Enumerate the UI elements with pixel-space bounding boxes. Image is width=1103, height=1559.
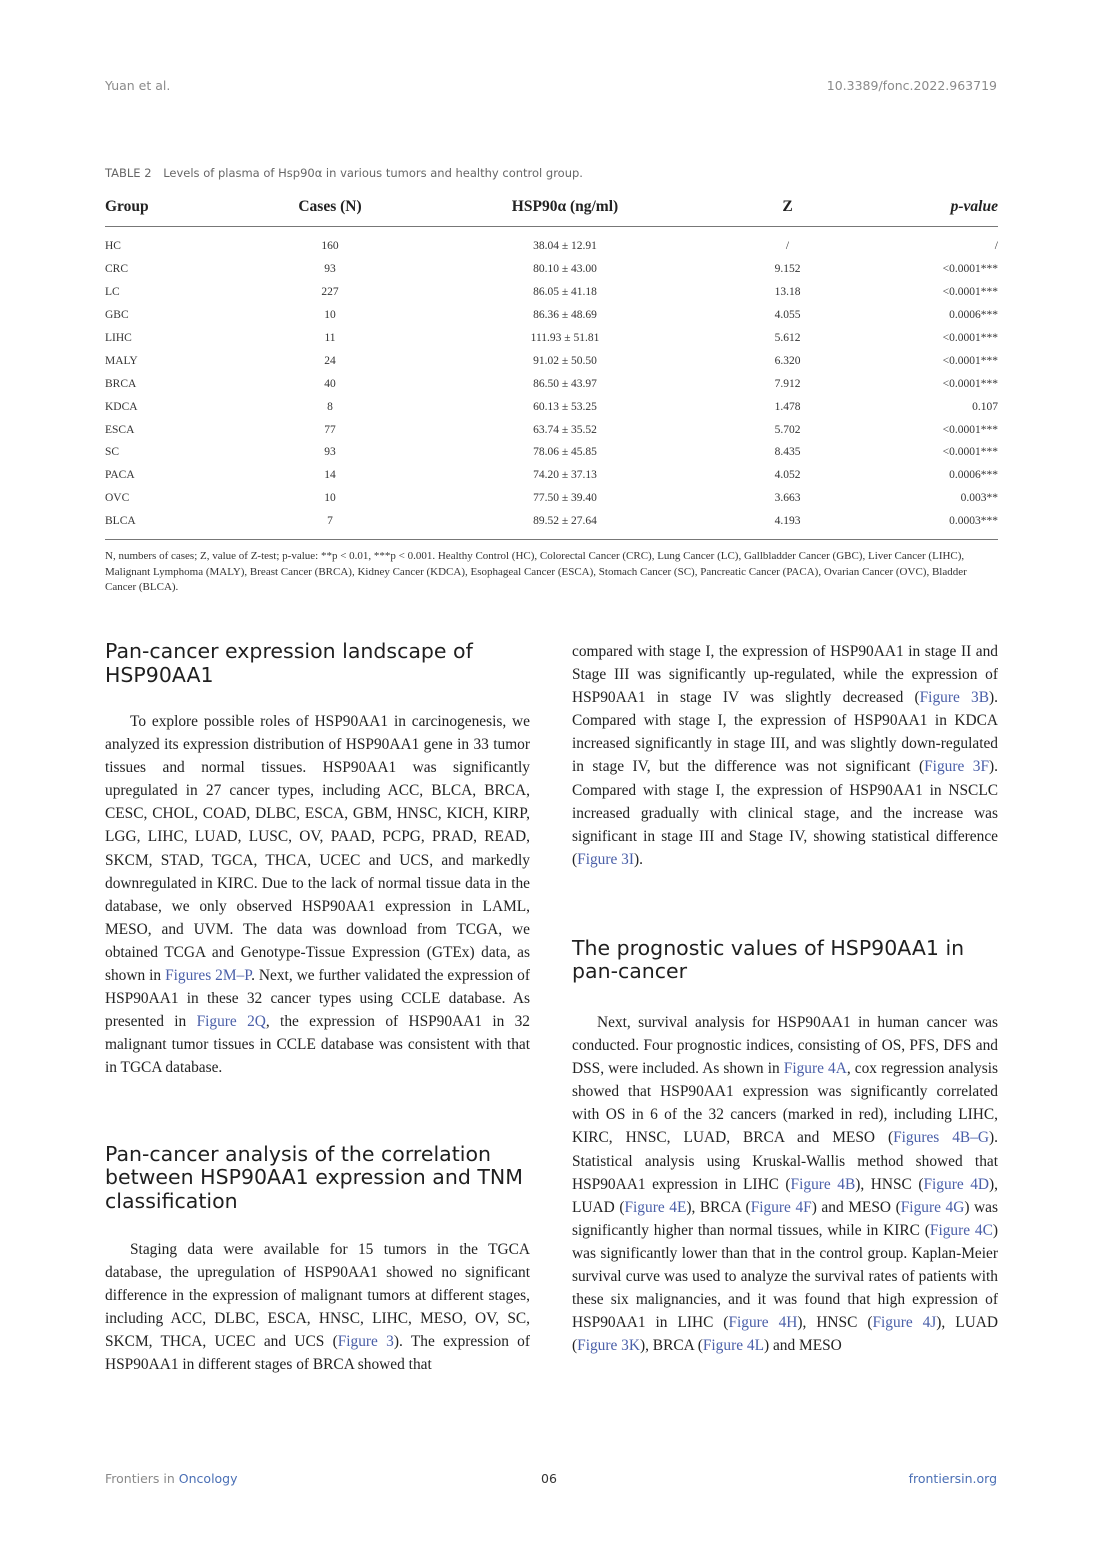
cell-group: KDCA (105, 400, 138, 413)
cell-z: 3.663 (774, 492, 801, 505)
footer-journal-prefix: Frontiers in (105, 1471, 179, 1486)
cell-z: 6.320 (774, 354, 801, 367)
table-row (105, 395, 998, 418)
cell-cases: 77 (324, 423, 336, 436)
cell-cases: 14 (324, 469, 336, 482)
cell-group: BRCA (105, 377, 137, 390)
cell-cases: 93 (324, 446, 336, 459)
cell-hsp90: 111.93 ± 51.81 (530, 332, 600, 344)
figure-link[interactable]: Figure 4F (750, 1198, 812, 1216)
paragraph-text: Next, survival analysis for HSP90AA1 in human cancer was conducted. Four prognostic indices, consisting of OS, PFS, DFS and DSS, were included. As shown in (572, 1013, 998, 1078)
paragraph-text: ). Statistical analysis using Kruskal-Wallis method showed that HSP90AA1 expression in LIHC ( (572, 1129, 998, 1193)
paragraph-text: , the expression of HSP90AA1 in 32 malignant tumor tissues in CCLE database was consistent with that in TGCA database. (105, 1013, 530, 1077)
cell-z: 7.912 (774, 377, 801, 390)
cell-pvalue: 0.003** (960, 492, 998, 505)
cell-hsp90: 38.04 ± 12.91 (533, 240, 597, 253)
paragraph-text: ), LUAD ( (572, 1175, 998, 1216)
cell-hsp90: 86.05 ± 41.18 (533, 286, 597, 299)
table-row (105, 372, 998, 395)
figure-link[interactable]: Figure 4E (624, 1198, 687, 1216)
cell-pvalue: / (994, 240, 998, 253)
figure-link[interactable]: Figure 3F (924, 758, 990, 776)
cell-group: SC (105, 446, 120, 459)
paragraph-stage-continuation (572, 640, 998, 871)
table-row (105, 281, 998, 304)
table-caption-label: TABLE 2 (105, 166, 152, 180)
cell-pvalue: 0.0003*** (860, 510, 998, 539)
cell-hsp90: 77.50 ± 39.40 (533, 492, 597, 505)
paragraph-text: ) and MESO ( (811, 1198, 901, 1216)
cell-hsp90: 80.10 ± 43.00 (533, 263, 597, 276)
footer-journal (105, 1471, 238, 1486)
cell-pvalue: 0.0006*** (949, 469, 998, 482)
paragraph-prognostic-values (572, 1011, 998, 1357)
hsp90-levels-table (105, 192, 998, 540)
table-body (105, 227, 998, 540)
table-row (105, 258, 998, 281)
figure-link[interactable]: Figure 2Q (196, 1013, 266, 1031)
table-row (105, 227, 998, 258)
paragraph-text: ). Compared with stage I, the expression of HSP90AA1 in KDCA increased significantly in stage III, and was slightly down-regulated in stage IV, but the difference was not significant ( (572, 689, 998, 776)
cell-pvalue: <0.0001*** (942, 263, 998, 276)
paragraph-text: ). (634, 850, 643, 868)
figure-link[interactable]: Figure 3I (577, 850, 634, 868)
cell-pvalue: <0.0001*** (942, 423, 998, 436)
paragraph-tnm-classification (105, 1238, 530, 1377)
figure-link[interactable]: Figure 4H (728, 1314, 798, 1332)
figure-link[interactable]: Figures 4B–G (893, 1129, 990, 1147)
paragraph-text: ), HNSC ( (855, 1175, 924, 1193)
cell-group: LC (105, 286, 120, 299)
cell-group: LIHC (105, 332, 132, 344)
cell-hsp90: 78.06 ± 45.85 (533, 446, 597, 459)
cell-hsp90: 91.02 ± 50.50 (533, 354, 597, 367)
paragraph-text: To explore possible roles of HSP90AA1 in carcinogenesis, we analyzed its expression distribution of HSP90AA1 gene in 33 tumor tissues and normal tissues. HSP90AA1 was significantly upregulated in 27 cancer types, including ACC, BLCA, BRCA, CESC, CHOL, COAD, DLBC, ESCA, GBM, HNSC, KICH, KIRP, LGG, LIHC, LUAD, LUSC, OV, PAAD, PCPG, PRAD, READ, SKCM, STAD, TGCA, THCA, UCEC and UCS, and markedly downregulated in KIRC. Due to the lack of normal tissue data in the database, we only observed HSP90AA1 expression in LAML, MESO, and UVM. The data was download from TCGA, we obtained TCGA and Genotype-Tissue Expression (GTEx) data, as shown in (105, 713, 530, 985)
table-footnote: N, numbers of cases; Z, value of Z-test; p-value: **p < 0.01, ***p < 0.001. Healthy Control (HC), Colorectal Cancer (CRC), Lung Cancer (LC), Gallbladder Cancer (GBC), Liver Cancer (LIHC), Malignant Lymphoma (MALY), Breast Cancer (BRCA), Kidney Cancer (KDCA), Esophageal Cancer (ESCA), Stomach Cancer (SC), Pancreatic Cancer (PACA), Ovarian Cancer (OVC), Bladder Cancer (BLCA). (105, 550, 967, 593)
paragraph-text: ). The expression of HSP90AA1 in different stages of BRCA showed that (105, 1333, 530, 1374)
section-title-expression-landscape: Pan-cancer expression landscape of HSP90AA1 (105, 639, 473, 687)
cell-z: / (785, 240, 790, 253)
left-text-column (105, 640, 530, 1377)
page-number: 06 (541, 1471, 557, 1486)
cell-group: ESCA (105, 423, 135, 436)
paragraph-text: ), LUAD ( (572, 1314, 998, 1355)
cell-cases: 93 (324, 263, 336, 276)
paragraph-text: ) was significantly higher than normal tissues, while in KIRC ( (572, 1198, 998, 1239)
cell-pvalue: <0.0001*** (942, 446, 998, 459)
table-row (105, 441, 998, 464)
figure-link[interactable]: Figure 4J (872, 1314, 937, 1332)
figure-link[interactable]: Figure 4G (900, 1198, 965, 1216)
column-header-hsp90: HSP90α (ng/ml) (415, 192, 715, 227)
section-title-prognostic-values: The prognostic values of HSP90AA1 in pan-cancer (572, 935, 965, 984)
paragraph-text: compared with stage I, the expression of HSP90AA1 in stage II and Stage III was significantly up-regulated, while the expression of HSP90AA1 in stage IV was slightly decreased ( (572, 643, 998, 707)
table-row (105, 487, 998, 510)
cell-cases: 24 (324, 354, 336, 367)
cell-z: 1.478 (774, 400, 801, 413)
cell-z: 5.612 (774, 332, 801, 344)
cell-hsp90: 86.36 ± 48.69 (533, 309, 597, 322)
cell-hsp90: 86.50 ± 43.97 (533, 377, 597, 390)
table-caption-text: Levels of plasma of Hsp90α in various tumors and healthy control group. (163, 166, 583, 180)
paragraph-text: . Next, we further validated the expression of HSP90AA1 in these 32 cancer types using CCLE database. As presented in (105, 967, 531, 1031)
cell-z: 4.052 (774, 469, 801, 482)
paragraph-text: ), HNSC ( (797, 1314, 873, 1332)
cell-group: MALY (105, 354, 138, 367)
cell-z: 8.435 (774, 446, 801, 459)
cell-cases: 40 (324, 377, 336, 390)
cell-hsp90: 60.13 ± 53.25 (533, 400, 597, 413)
figure-link[interactable]: Figure 4L (702, 1337, 764, 1355)
cell-group: GBC (105, 309, 129, 322)
paragraph-text: ) and MESO (763, 1337, 842, 1355)
cell-pvalue: 0.0006*** (949, 309, 998, 322)
cell-z: 9.152 (774, 263, 801, 276)
cell-cases: 11 (324, 332, 336, 344)
table-row (105, 304, 998, 327)
cell-cases: 10 (324, 309, 336, 322)
column-header-z: Z (715, 192, 860, 227)
paragraph-text: ), BRCA ( (639, 1337, 703, 1355)
column-header-group: Group (105, 192, 245, 227)
column-header-pvalue (860, 192, 998, 227)
cell-cases: 10 (324, 492, 336, 505)
cell-group: OVC (105, 492, 130, 505)
paragraph-text: , cox regression analysis showed that HSP90AA1 expression was significantly correlated with OS in 6 of the 32 cancers (marked in red), including LIHC, KIRC, HNSC, LUAD, BRCA and MESO ( (572, 1060, 999, 1147)
cell-pvalue: <0.0001*** (942, 354, 998, 367)
figure-link[interactable]: Figure 4D (923, 1175, 990, 1193)
cell-z: 4.193 (715, 510, 860, 539)
paragraph-text: ), BRCA ( (686, 1198, 751, 1216)
figure-link[interactable]: Figure 3K (577, 1337, 640, 1355)
cell-group: BLCA (105, 510, 245, 539)
column-header-cases: Cases (N) (245, 192, 415, 227)
cell-pvalue: <0.0001*** (942, 286, 998, 299)
figure-link[interactable]: Figure 3B (919, 689, 989, 707)
cell-z: 4.055 (774, 309, 801, 322)
table-row (105, 327, 998, 350)
cell-cases: 8 (327, 400, 333, 413)
cell-cases: 7 (245, 510, 415, 539)
table-row (105, 510, 998, 539)
cell-pvalue: <0.0001*** (942, 377, 998, 390)
cell-pvalue: 0.107 (972, 400, 998, 413)
cell-hsp90: 74.20 ± 37.13 (533, 469, 597, 482)
right-text-column (572, 640, 998, 1357)
figure-link[interactable]: Figure 3 (337, 1333, 394, 1351)
column-header-pvalue-text: p-value (950, 198, 998, 215)
table-row (105, 418, 998, 441)
footer-journal-name: Oncology (178, 1471, 238, 1486)
cell-group: CRC (105, 263, 129, 276)
footer-site-link[interactable]: frontiersin.org (908, 1471, 997, 1486)
cell-cases: 227 (321, 286, 339, 299)
paragraph-text: ) was significantly lower than that in the control group. Kaplan-Meier survival curve was used to analyze the survival rates of patients with these six malignancies, and it was found that high expression of HSP90AA1 in LIHC ( (572, 1221, 998, 1332)
paragraph-text: ). Compared with stage I, the expression of HSP90AA1 in NSCLC increased gradually with clinical stage, and the increase was significant in stage III and Stage IV, showing statistical difference ( (572, 758, 998, 868)
paragraph-text: Staging data were available for 15 tumors in the TGCA database, the upregulation of HSP90AA1 showed no significant difference in the expression of malignant tumors at different stages, including ACC, DLBC, ESCA, HNSC, LIHC, MESO, OV, SC, SKCM, THCA, UCEC and UCS ( (105, 1241, 530, 1351)
figure-link[interactable]: Figure 4C (929, 1221, 993, 1239)
cell-cases: 160 (321, 240, 339, 253)
table-row (105, 349, 998, 372)
cell-group: HC (105, 240, 121, 253)
paragraph-expression-landscape (105, 710, 530, 1080)
running-header-authors: Yuan et al. (105, 78, 171, 93)
table-row (105, 464, 998, 487)
table-header-row (105, 192, 998, 227)
running-header-doi[interactable]: 10.3389/fonc.2022.963719 (826, 78, 997, 93)
cell-z: 5.702 (774, 423, 801, 436)
cell-pvalue: <0.0001*** (942, 332, 998, 344)
figure-link[interactable]: Figure 4B (790, 1175, 856, 1193)
cell-z: 13.18 (774, 286, 801, 299)
cell-hsp90: 89.52 ± 27.64 (415, 510, 715, 539)
figure-link[interactable]: Figure 4A (783, 1060, 847, 1078)
section-title-tnm-classification: Pan-cancer analysis of the correlation between HSP90AA1 expression and TNM classification (105, 1141, 523, 1213)
cell-group: PACA (105, 469, 135, 482)
table-caption (105, 166, 583, 180)
figure-link[interactable]: Figures 2M–P (165, 967, 252, 985)
cell-hsp90: 63.74 ± 35.52 (533, 423, 597, 436)
